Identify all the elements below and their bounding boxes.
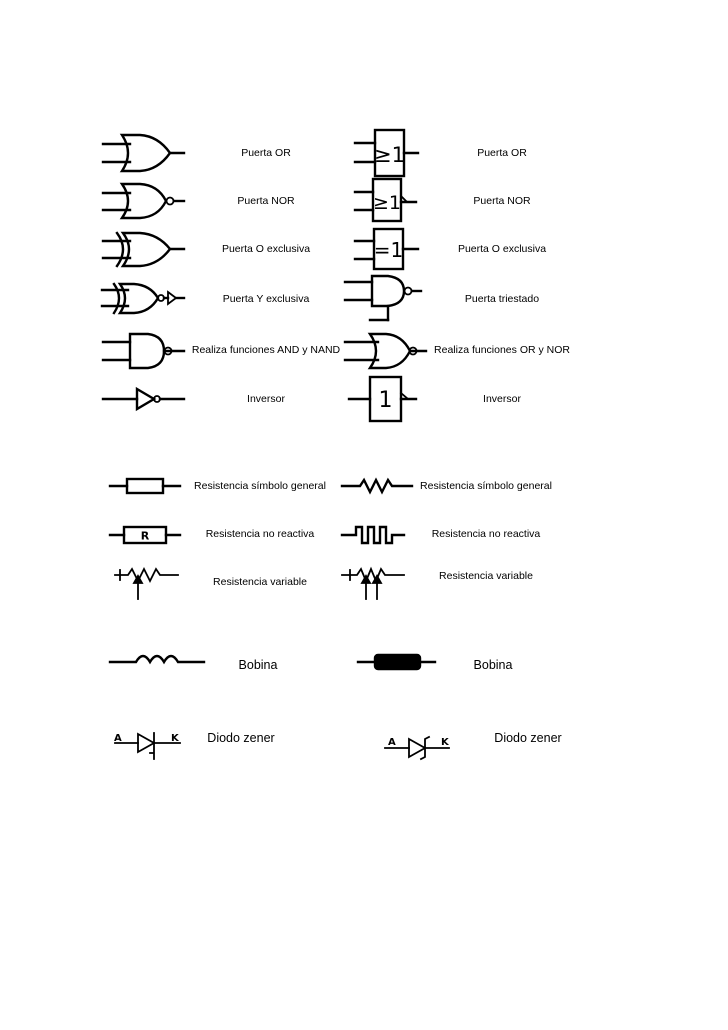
eq1-glyph: =1	[373, 238, 404, 262]
label-or-nor-right: Realiza funciones OR y NOR	[434, 344, 570, 356]
label-zener-right: Diodo zener	[494, 731, 562, 745]
label-res-nonreactive-right: Resistencia no reactiva	[431, 528, 541, 540]
xnor-gate-left-icon	[102, 284, 184, 313]
one-glyph: 1	[378, 388, 393, 413]
resistor-r-box-left-icon	[110, 527, 180, 543]
zener-diode-right-icon	[385, 737, 450, 759]
geq1-nor-glyph: ≥1	[372, 192, 402, 214]
coil-core-right-icon	[358, 655, 435, 669]
label-res-general-right: Resistencia símbolo general	[420, 480, 552, 492]
or-gate-iec-right-icon	[355, 130, 418, 176]
nor-gate-left-icon	[103, 184, 184, 218]
or-gate-left-icon	[103, 135, 184, 171]
label-zener-left: Diodo zener	[207, 731, 275, 745]
resistor-zigzag-right-icon	[342, 480, 412, 492]
or-nor-gate-right-icon	[345, 334, 426, 368]
label-coil-left: Bobina	[238, 658, 278, 672]
cathode-label-right: K	[441, 737, 449, 748]
label-xor-right: Puerta O exclusiva	[457, 243, 547, 255]
inverter-iec-right-icon	[349, 377, 416, 421]
label-xnor-left: Puerta Y exclusiva	[222, 293, 310, 305]
variable-resistor-left-icon	[115, 569, 178, 599]
label-coil-right: Bobina	[473, 658, 513, 672]
label-xor-left: Puerta O exclusiva	[221, 243, 311, 255]
label-res-variable-right: Resistencia variable	[439, 570, 533, 582]
label-res-general-left: Resistencia símbolo general	[194, 480, 326, 492]
label-res-variable-left: Resistencia variable	[213, 576, 307, 588]
anode-label-left: A	[114, 733, 122, 744]
label-nor-right: Puerta NOR	[473, 195, 531, 207]
tristate-gate-right-icon	[345, 276, 421, 320]
variable-resistor-right-icon	[342, 569, 404, 599]
label-tristate-right: Puerta triestado	[464, 293, 540, 305]
label-inverter-right: Inversor	[483, 393, 521, 405]
label-inverter-left: Inversor	[247, 393, 285, 405]
nor-gate-iec-right-icon	[355, 179, 416, 221]
resistor-square-wave-right-icon	[342, 527, 404, 543]
coil-left-icon	[110, 656, 204, 662]
r-glyph: R	[140, 529, 150, 543]
and-nand-gate-left-icon	[103, 334, 184, 368]
inverter-left-icon	[103, 389, 184, 409]
label-or-right: Puerta OR	[477, 147, 527, 159]
anode-label-right: A	[388, 737, 396, 748]
cathode-label-left: K	[171, 733, 179, 744]
geq1-glyph: ≥1	[374, 143, 405, 167]
xor-gate-iec-right-icon	[355, 229, 418, 269]
label-or-left: Puerta OR	[241, 147, 291, 159]
label-nor-left: Puerta NOR	[237, 195, 295, 207]
resistor-box-left-icon	[110, 479, 180, 493]
xor-gate-left-icon	[103, 233, 184, 266]
label-res-nonreactive-left: Resistencia no reactiva	[205, 528, 315, 540]
zener-diode-left-icon	[114, 733, 180, 759]
label-and-nand-left: Realiza funciones AND y NAND	[191, 344, 341, 356]
